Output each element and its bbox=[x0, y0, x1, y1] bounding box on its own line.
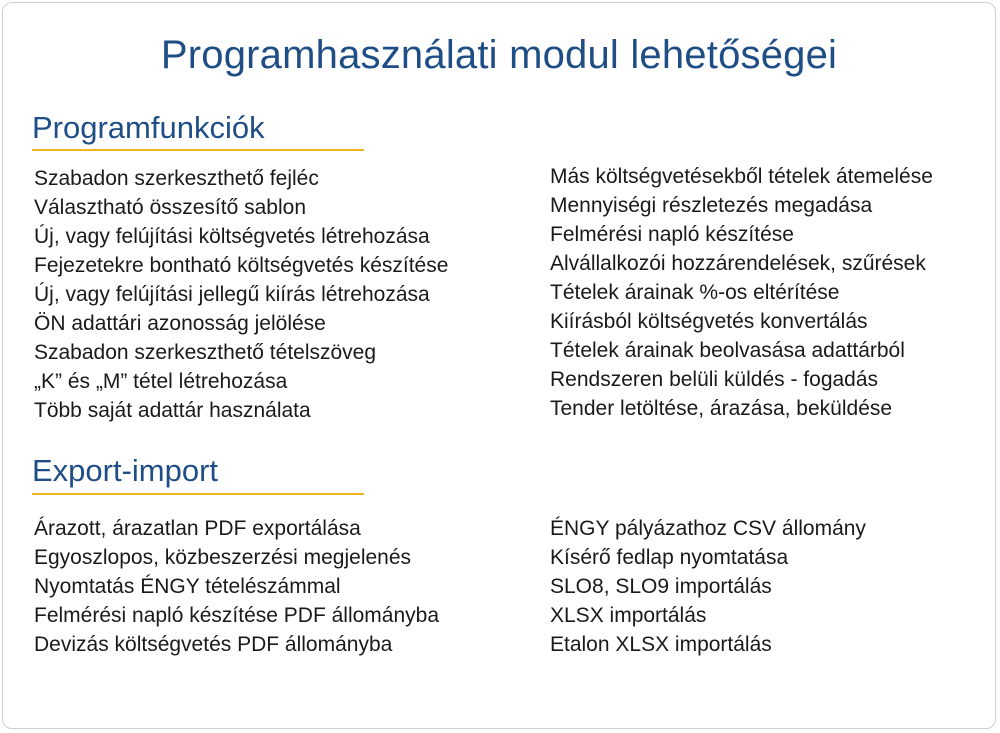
list-item: Választható összesítő sablon bbox=[34, 196, 306, 219]
list-item: Fejezetekre bontható költségvetés készítése bbox=[34, 254, 449, 277]
list-item: Etalon XLSX importálás bbox=[550, 633, 772, 656]
list-item: ÖN adattári azonosság jelölése bbox=[34, 312, 326, 335]
export-list-right bbox=[550, 514, 866, 659]
section-underline bbox=[32, 493, 364, 495]
list-item: Tételek árainak beolvasása adattárból bbox=[550, 339, 905, 362]
feature-list-left bbox=[34, 164, 448, 425]
list-item: Nyomtatás ÉNGY tételészámmal bbox=[34, 575, 341, 598]
list-item: Mennyiségi részletezés megadása bbox=[550, 194, 873, 217]
list-item: Új, vagy felújítási költségvetés létrehozása bbox=[34, 225, 430, 248]
section-heading-export-import: Export-import bbox=[32, 453, 219, 488]
list-item: XLSX importálás bbox=[550, 604, 707, 627]
feature-list-right bbox=[550, 162, 933, 423]
list-item: Felmérési napló készítése bbox=[550, 223, 794, 246]
section-heading-programfunkciok: Programfunkciók bbox=[32, 110, 265, 145]
list-item: Kísérő fedlap nyomtatása bbox=[550, 546, 789, 569]
page-title: Programhasználati modul lehetőségei bbox=[160, 33, 838, 77]
list-item: Tender letöltése, árazása, beküldése bbox=[550, 397, 893, 420]
export-list-left bbox=[34, 514, 439, 659]
slide bbox=[2, 2, 996, 729]
list-item: Felmérési napló készítése PDF állományba bbox=[34, 604, 440, 627]
list-item: Alvállalkozói hozzárendelések, szűrések bbox=[550, 252, 926, 275]
list-item: Más költségvetésekből tételek átemelése bbox=[550, 165, 933, 188]
list-item: SLO8, SLO9 importálás bbox=[550, 575, 772, 598]
list-item: ÉNGY pályázathoz CSV állomány bbox=[550, 517, 866, 540]
list-item: Tételek árainak %-os eltérítése bbox=[550, 281, 840, 304]
list-item: Devizás költségvetés PDF állományba bbox=[34, 633, 393, 656]
section-underline bbox=[32, 149, 364, 151]
list-item: Árazott, árazatlan PDF exportálása bbox=[34, 517, 361, 540]
list-item: Több saját adattár használata bbox=[34, 399, 311, 422]
list-item: Új, vagy felújítási jellegű kiírás létrehozása bbox=[34, 283, 430, 306]
list-item: Kiírásból költségvetés konvertálás bbox=[550, 310, 868, 333]
list-item: „K” és „M” tétel létrehozása bbox=[34, 370, 288, 393]
list-item: Egyoszlopos, közbeszerzési megjelenés bbox=[34, 546, 412, 569]
list-item: Rendszeren belüli küldés - fogadás bbox=[550, 368, 879, 391]
list-item: Szabadon szerkeszthető tételszöveg bbox=[34, 341, 377, 364]
list-item: Szabadon szerkeszthető fejléc bbox=[34, 167, 319, 190]
